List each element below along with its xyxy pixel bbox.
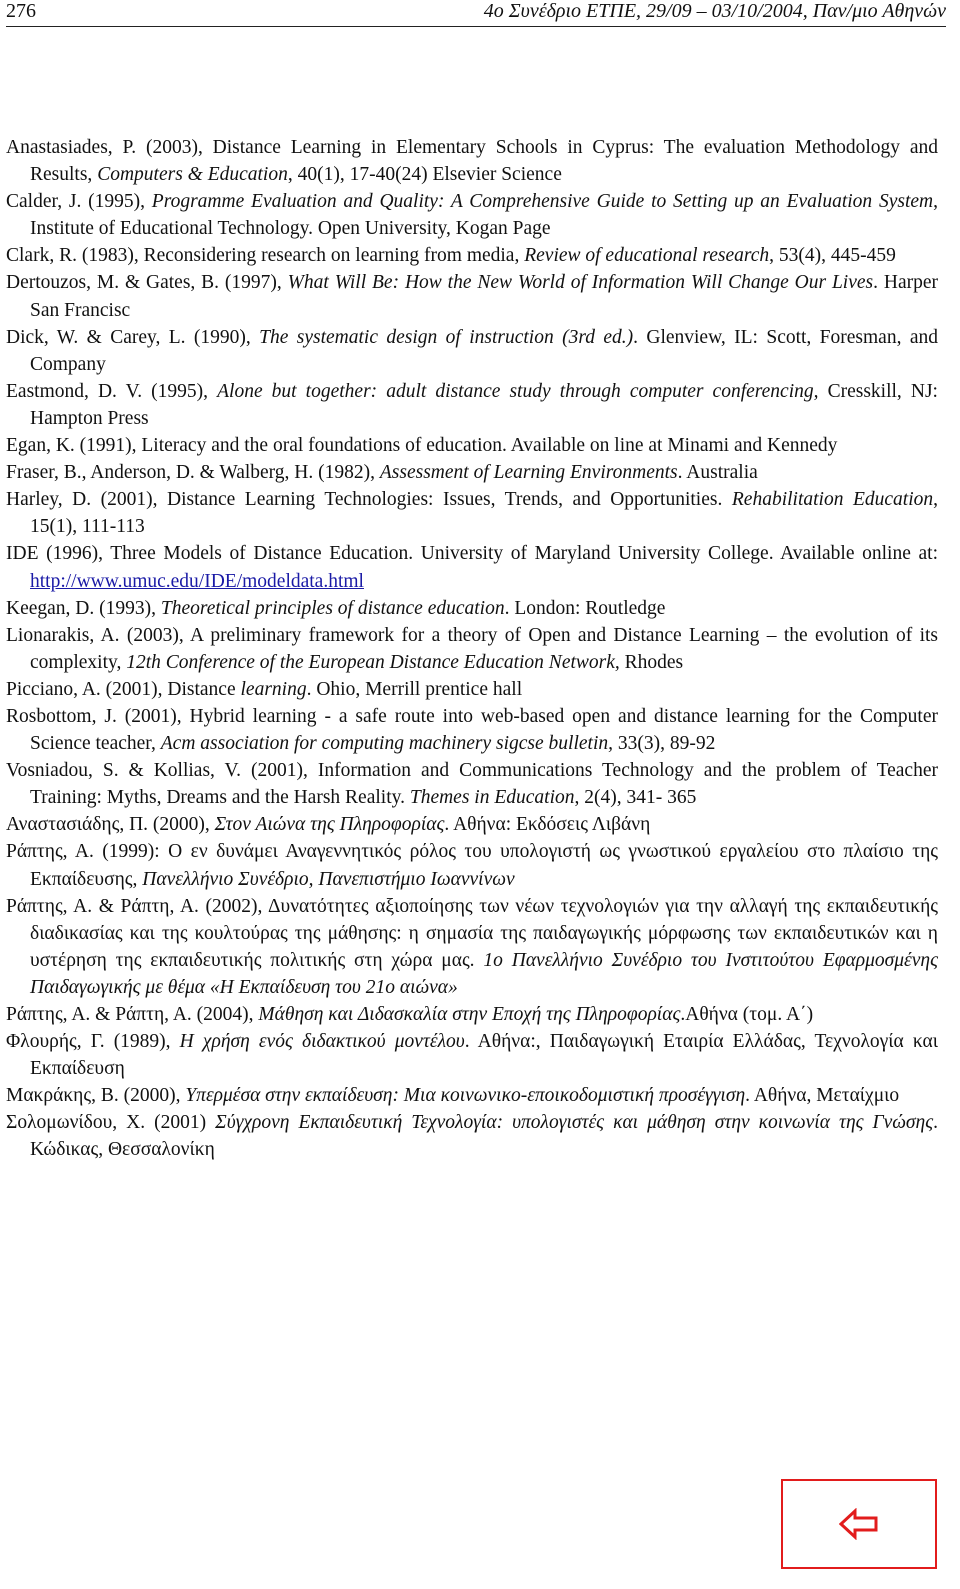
page-header <box>6 0 946 27</box>
reference-title: Assessment of Learning Environments <box>379 462 678 484</box>
reference-item <box>6 757 938 811</box>
reference-text: Fraser, B., Anderson, D. & Walberg, H. (1982), <box>6 462 380 484</box>
reference-title: Rehabilitation Education <box>731 489 934 511</box>
reference-text: Eastmond, D. V. (1995), <box>6 380 218 402</box>
reference-text: Αναστασιάδης, Π. (2000), <box>6 814 215 836</box>
reference-text: . Harper San Francisc <box>30 272 938 321</box>
reference-title: Η χρήση ενός διδακτικού μοντέλου <box>179 1031 465 1053</box>
reference-text: , 53(4), 445-459 <box>769 245 896 267</box>
reference-text: Dertouzos, M. & Gates, B. (1997), <box>6 272 288 294</box>
reference-item <box>6 242 938 269</box>
reference-item <box>6 188 938 242</box>
reference-title: Υπερμέσα στην εκπαίδευση: Μια κοινωνικο-εποικοδομιστική προσέγγιση <box>185 1085 746 1107</box>
reference-item <box>6 378 938 432</box>
reference-title: 12th Conference of the European Distance Education Network, <box>126 651 620 673</box>
reference-text: Cresskill, NJ: Hampton Press <box>30 380 938 429</box>
reference-title: Μάθηση και Διδασκαλία στην Εποχή της Πληροφορίας <box>258 1004 681 1025</box>
reference-list <box>6 134 938 1164</box>
reference-title: The systematic design of instruction (3rd ed.) <box>259 326 634 348</box>
reference-text: Lionarakis, A. (2003), A preliminary framework for a theory of Open and Distance Learning – the evolution of its complexity, <box>6 624 938 673</box>
conference-title: 4ο Συνέδριο ΕΤΠΕ, 29/09 – 03/10/2004, Παν/μιο Αθηνών <box>483 0 946 22</box>
reference-text: Harley, D. (2001), Distance Learning Technologies: Issues, Trends, and Opportunities. <box>6 489 732 511</box>
reference-item <box>6 1028 938 1082</box>
reference-text: Vosniadou, S. & Kollias, V. (2001), Information and Communications Technology and the problem of Teacher Training: Myths, Dreams and the Harsh Reality. <box>6 760 938 809</box>
reference-item <box>6 324 938 378</box>
reference-title: Σύγχρονη Εκπαιδευτική Τεχνολογία: υπολογιστές και μάθηση στην κοινωνία της Γνώσης <box>215 1112 934 1134</box>
reference-title: Theoretical principles of distance education <box>160 597 505 619</box>
reference-text: Μακράκης, Β. (2000), <box>6 1085 186 1107</box>
reference-title: Themes in Education <box>409 787 575 809</box>
reference-text: Picciano, A. (2001), Distance <box>6 678 241 700</box>
reference-text: . Ohio, Merrill prentice hall <box>306 678 523 700</box>
reference-title: Computers & Education <box>97 164 288 186</box>
reference-title: Πανελλήνιο Συνέδριο, Πανεπιστήμιο Ιωαννίνων <box>142 868 515 890</box>
reference-item <box>6 595 938 622</box>
reference-item <box>6 1001 938 1028</box>
reference-title: 1ο Πανελλήνιο Συνέδριο του Ινστιτούτου Εφαρμοσμένης Παιδαγωγικής με θέμα «Η Εκπαίδευση του 21ο αιώνα» <box>30 949 938 998</box>
reference-text: Ράπτης, Α. & Ράπτη, Α. (2002), Δυνατότητες αξιοποίησης των νέων τεχνολογιών για την αλλαγή της εκπαιδευτικής διαδικασίας και της κουλτούρας της μάθησης: η σημασία της παιδαγωγικής μόρφωσης των εκπαιδευτικών και η υστέρηση της εκπαιδευτικής πολιτικής στη χώρα μας. <box>6 895 938 971</box>
reference-text: Clark, R. (1983), Reconsidering research on learning from media, <box>6 245 525 267</box>
reference-text: , 40(1), 17-40(24) Elsevier Science <box>287 164 562 186</box>
reference-title: Acm association for computing machinery sigcse bulletin, <box>160 733 613 755</box>
reference-item <box>6 459 938 486</box>
reference-text: Σολομωνίδου, Χ. (2001) <box>6 1112 216 1134</box>
reference-item <box>6 1109 938 1163</box>
reference-item <box>6 703 938 757</box>
reference-text: 33(3), 89-92 <box>613 733 716 755</box>
reference-item <box>6 134 938 188</box>
reference-text: Calder, J. (1995), <box>6 191 152 213</box>
reference-text: Ράπτης, Α. (1999): Ο εν δυνάμει Αναγεννητικός ρόλος του υπολογιστή ως γνωστικού εργαλείου στο πλαίσιο της Εκπαίδευσης, <box>6 841 938 890</box>
reference-item <box>6 1082 938 1109</box>
reference-item <box>6 838 938 892</box>
reference-link[interactable]: http://www.umuc.edu/IDE/modeldata.html <box>30 570 364 592</box>
reference-text: . Australia <box>677 462 758 484</box>
reference-text: , Institute of Educational Technology. Open University, Kogan Page <box>30 191 938 240</box>
reference-text: .Αθήνα (τομ. Α΄) <box>680 1004 814 1025</box>
reference-title: Review of educational research <box>524 245 770 267</box>
reference-text: Keegan, D. (1993), <box>6 597 161 619</box>
reference-item <box>6 893 938 1001</box>
reference-text: . Αθήνα, Μεταίχμιο <box>745 1085 900 1107</box>
reference-item <box>6 811 938 838</box>
reference-text: Rhodes <box>619 651 684 673</box>
reference-text: Rosbottom, J. (2001), Hybrid learning - a safe route into web-based open and distance learning for the Computer Science teacher, <box>6 705 938 755</box>
reference-item <box>6 622 938 676</box>
reference-item <box>6 676 938 703</box>
reference-text: Φλουρής, Γ. (1989), <box>6 1031 180 1053</box>
reference-title: Στον Αιώνα της Πληροφορίας <box>214 814 445 836</box>
reference-text: . Αθήνα:, Παιδαγωγική Εταιρία Ελλάδας, Τεχνολογία και Εκπαίδευση <box>30 1031 938 1080</box>
reference-title: Alone but together: adult distance study through computer conferencing, <box>217 380 819 402</box>
reference-title: learning <box>240 678 307 700</box>
reference-title: What Will Be: How the New World of Information Will Change Our Lives <box>287 272 874 294</box>
back-button[interactable] <box>781 1479 937 1569</box>
reference-item <box>6 269 938 323</box>
reference-item <box>6 540 938 594</box>
reference-text: , 2(4), 341- 365 <box>574 787 697 809</box>
reference-text: Anastasiades, P. (2003), Distance Learning in Elementary Schools in Cyprus: The evaluation Methodology and Results, <box>6 137 938 186</box>
reference-text: Ράπτης, Α. & Ράπτη, Α. (2004), <box>6 1004 259 1025</box>
back-arrow-icon <box>839 1508 879 1540</box>
reference-text: . Κώδικας, Θεσσαλονίκη <box>30 1112 938 1161</box>
reference-title: Programme Evaluation and Quality: A Comprehensive Guide to Setting up an Evaluation System <box>151 191 934 213</box>
reference-item <box>6 486 938 540</box>
reference-item <box>6 432 938 459</box>
reference-text: , 15(1), 111-113 <box>30 489 938 538</box>
reference-text: Dick, W. & Carey, L. (1990), <box>6 326 260 348</box>
page-number: 276 <box>6 0 36 22</box>
reference-text: . Αθήνα: Εκδόσεις Λιβάνη <box>444 814 651 836</box>
reference-text: IDE (1996), Three Models of Distance Education. University of Maryland University College. Available online at: <box>6 543 938 565</box>
reference-text: . Glenview, IL: Scott, Foresman, and Company <box>30 326 938 375</box>
reference-text: Egan, K. (1991), Literacy and the oral foundations of education. Available on line at Minami and Kennedy <box>6 435 838 457</box>
reference-text: . London: Routledge <box>504 597 666 619</box>
